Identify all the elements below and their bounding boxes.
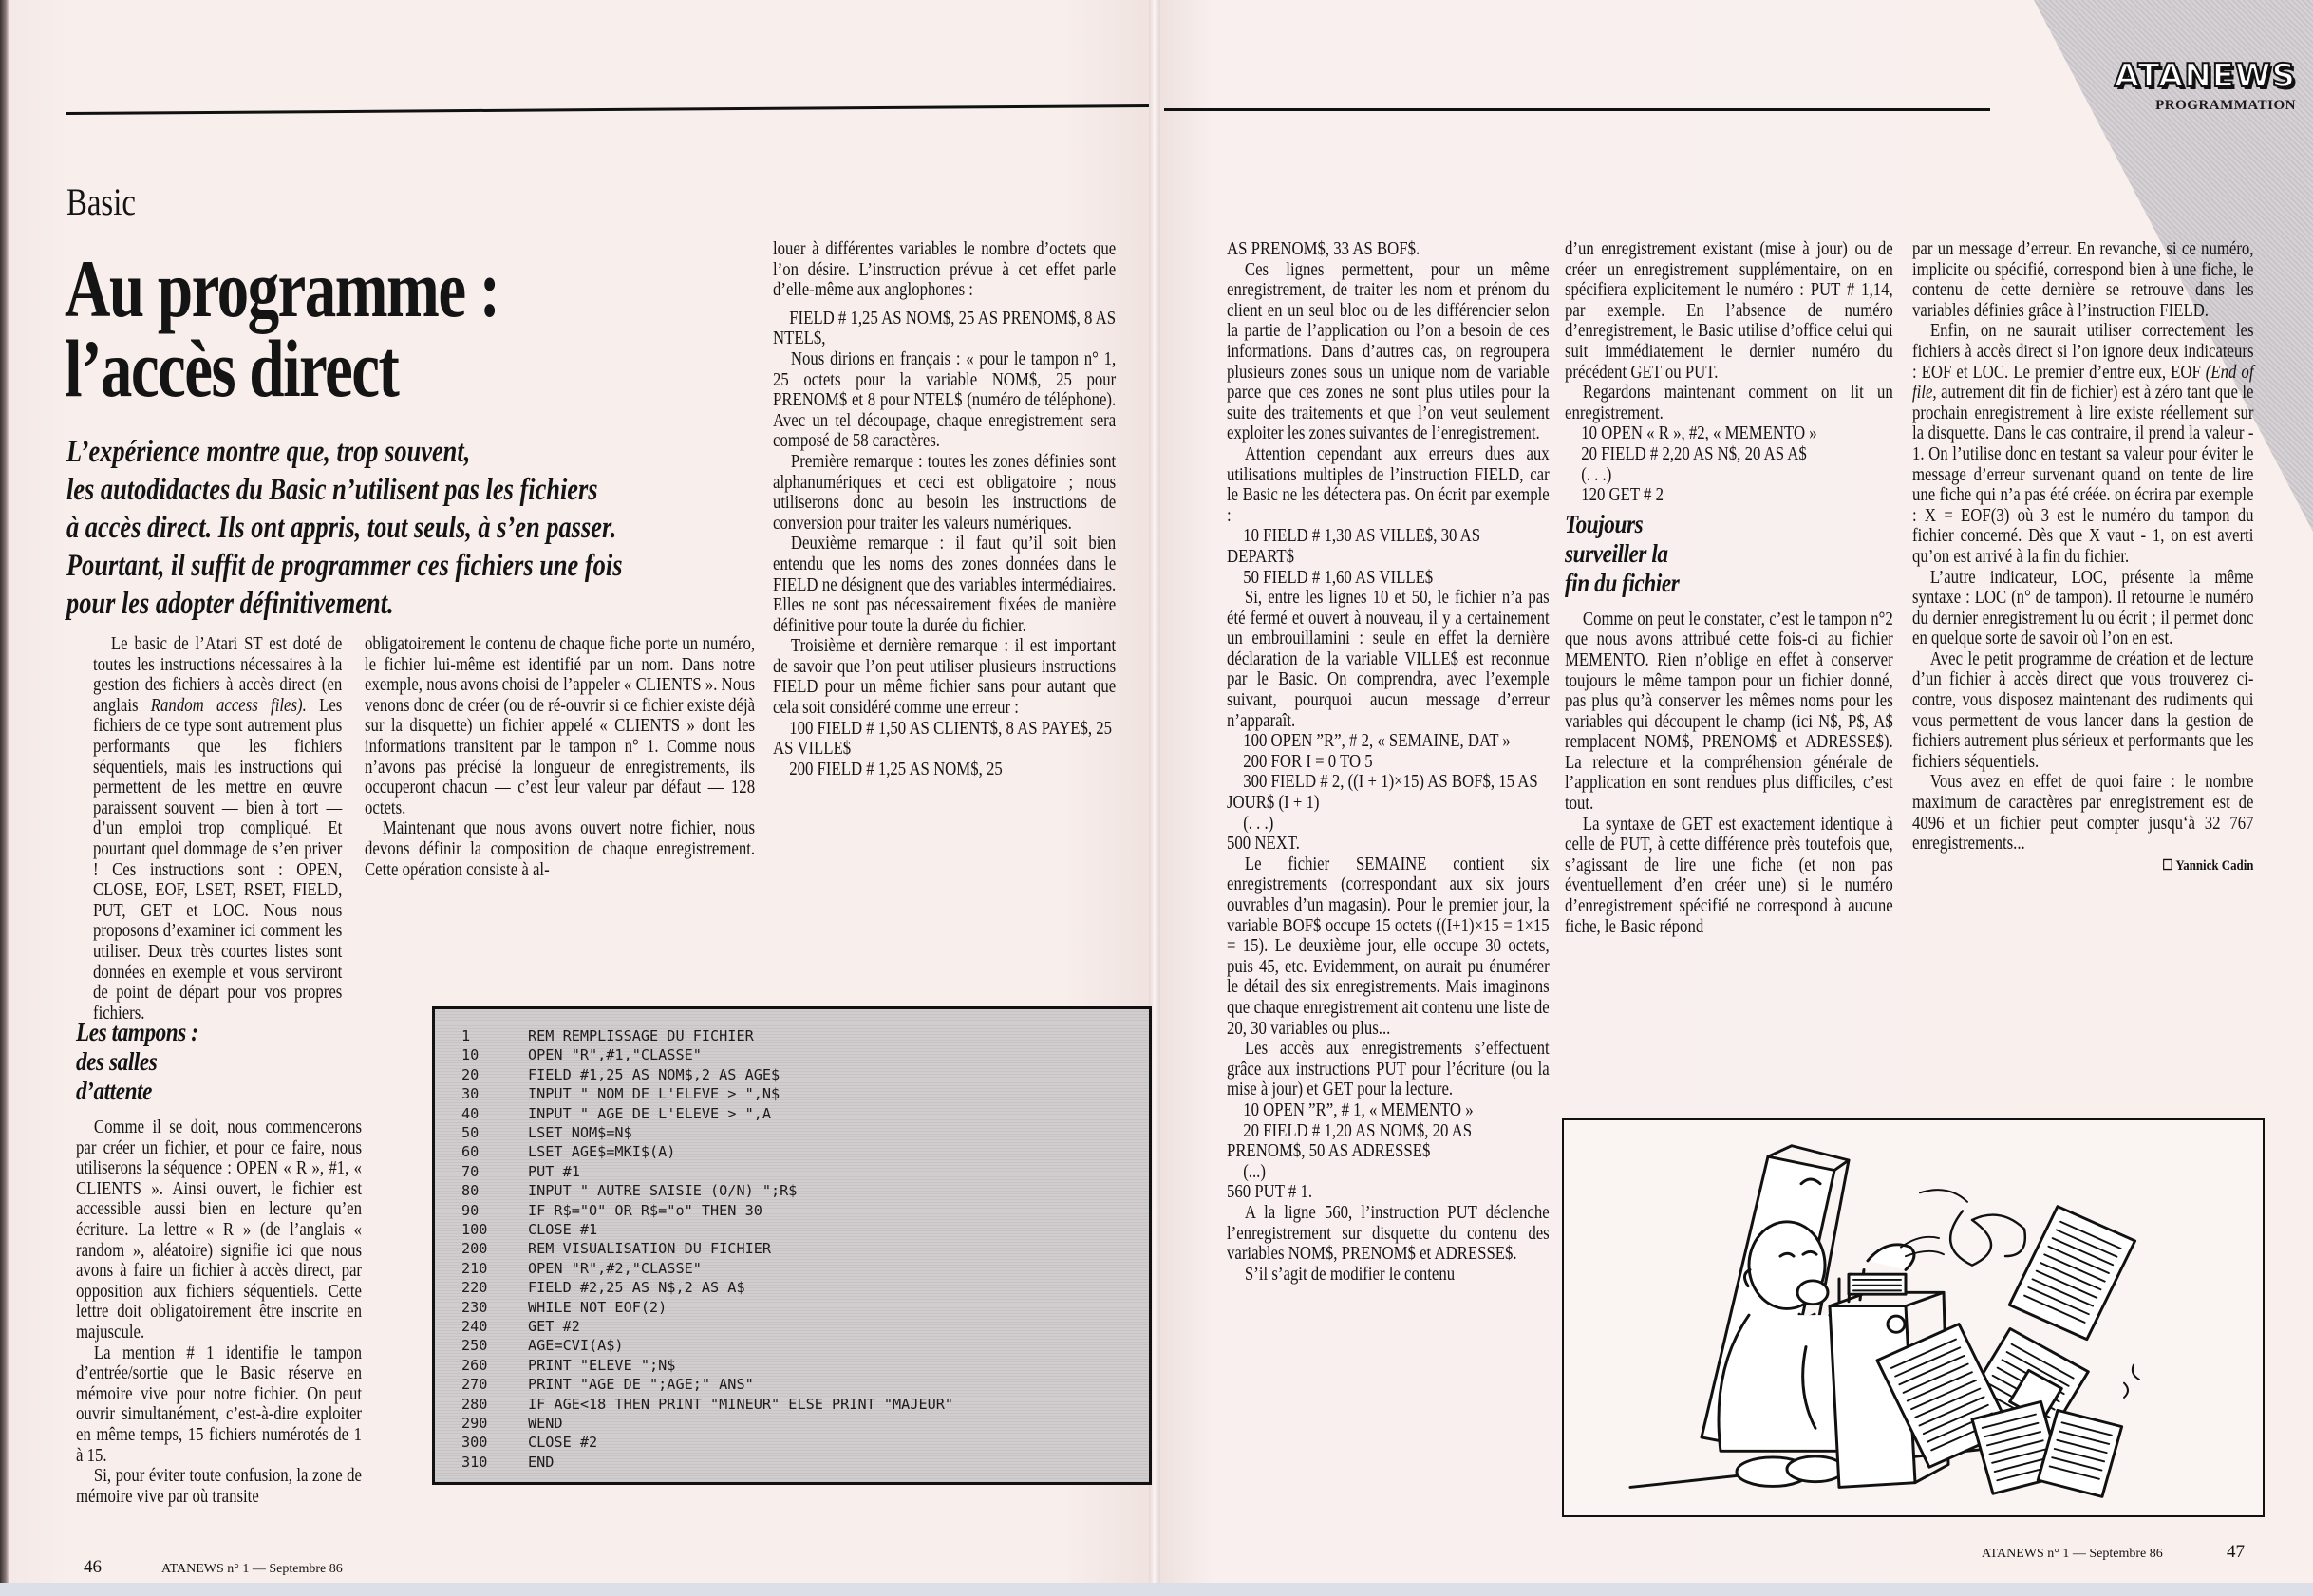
body-paragraph: A la ligne 560, l’instruction PUT déclenche l’enregistrement sur disquette du contenu des variables NOM$, PRENOM$ et ADRESSE$. xyxy=(1227,1202,1550,1265)
inline-code: (...) xyxy=(1243,1161,1266,1182)
column-text xyxy=(76,1018,362,1507)
standfirst-line: Pourtant, il suffit de programmer ces fichiers une fois xyxy=(66,549,623,583)
listing-line-code: PRINT "AGE DE ";AGE;" ANS" xyxy=(528,1376,754,1394)
body-paragraph: Le fichier SEMAINE contient six enregistrements (correspondant aux six jours ouvrables d’un magasin). Pour le premier jour, la variable BOF$ occupe 15 octets ((I+1)×15 = 1×15 = 15). Le deuxième jour, elle occupe 30 octets, puis 45, etc. Evidemment, on aurait pu énumérer le détail des six enregistrements. Mais imaginons que chaque enregistrement ait contenu une liste de 20, 30 variables ou plus... xyxy=(1227,854,1550,1039)
basic-listing xyxy=(432,1006,1152,1485)
subheading-fin-fichier xyxy=(1565,510,1893,598)
issue-footer-right: ATANEWS n° 1 — Septembre 86 xyxy=(1982,1547,2163,1561)
brand-logo: ATANEWS xyxy=(2114,57,2296,95)
page-number-left: 46 xyxy=(84,1557,102,1577)
body-paragraph: La mention # 1 identifie le tampon d’entrée/sortie que le Basic réserve en mémoire vive pour notre fichier. On peut ouvrir simultanément, c’est-à-dire exploiter en même temps, 15 fichiers numérotés de 1 à 15. xyxy=(76,1343,363,1466)
listing-line-number: 220 xyxy=(461,1279,488,1297)
listing-line-code: INPUT " AUTRE SAISIE (O/N) ";R$ xyxy=(528,1182,798,1200)
column-3 xyxy=(773,239,1172,779)
body-paragraph: Comme il se doit, nous commencerons par créer un fichier, et pour ce faire, nous utiliserons la séquence : OPEN « R », #1, « CLIENTS ». Ainsi ouvert, le fichier est accessible aussi bien en lecture qu’en écriture. La lettre « R » (de l’anglais « random », aléatoire) signifie ici que nous avons à faire un fichier à accès direct, par opposition aux fichiers séquentiels. Cette lettre doit obligatoirement être inscrite en majuscule. xyxy=(76,1117,363,1343)
inline-code: 500 NEXT. xyxy=(1227,834,1301,854)
listing-line-code: AGE=CVI(A$) xyxy=(528,1337,624,1355)
text-run: autrement dit fin de fichier) est à zéro tant que le prochain enregistrement à lire existe réellement sur la disquette. Dans le cas contraire, il prend la valeur - 1. On l’utilise donc en testant sa valeur pour éviter le message d’erreur survenant quand on tente de lire une fiche qui n’a pas été créée. on écrira par exemple : X = EOF(3) où 3 est le numéro du tampon du fichier concerné. Dès que X vaut - 1, on est averti qu’on est arrivé à la fin du fichier. xyxy=(1912,383,2254,567)
listing-line-number: 260 xyxy=(461,1356,488,1374)
column-intro xyxy=(93,634,383,1023)
column-text xyxy=(93,634,342,1023)
article-title xyxy=(65,243,499,414)
inline-code: 100 FIELD # 1,50 AS CLIENT$, 8 AS PAYE$, 25 AS VILLE$ xyxy=(773,718,1112,760)
page-edge-shadow xyxy=(0,0,9,1596)
listing-line-code: LSET NOM$=N$ xyxy=(528,1124,632,1141)
column-text xyxy=(773,239,1116,779)
inline-code: FIELD # 1,25 AS NOM$, 25 AS PRENOM$, 8 AS NTEL$, xyxy=(773,308,1117,349)
author-signature: ☐ Yannick Cadin xyxy=(2162,857,2254,873)
title-line-1: Au programme : xyxy=(65,243,499,334)
body-paragraph: Ces lignes permettent, pour un même enregistrement, de traiter les nom et prénom du client en un seul bloc ou de les différencier selon la partie de l’application ou l’on a besoin de ces informations. Dans d’autres cas, on regroupera plusieurs zones sous un unique nom de variable parce que ces zones ne sont plus utiles pour la suite des traitements et que l’on veut seulement exploiter les zones suivantes de l’enregistrement. xyxy=(1227,259,1550,444)
inline-code: 50 FIELD # 1,60 AS VILLE$ xyxy=(1243,567,1434,588)
body-paragraph: obligatoirement le contenu de chaque fiche porte un numéro, le fichier lui-même est identifié par un nom. Dans notre exemple, nous avons choisi de l’appeler « CLIENTS ». Nous venons donc de créer (ou de ré-ouvrir si ce fichier existe déjà sur la disquette) un fichier appelé « CLIENTS » dont les informations transitent par le tampon n° 1. Comme nous n’avons pas précisé la longueur de enregistrements, ils occuperont chacun — c’est leur valeur par défaut — 128 octets. xyxy=(365,634,756,818)
listing-line-code: OPEN "R",#2,"CLASSE" xyxy=(528,1259,702,1277)
inline-code: 200 FIELD # 1,25 AS NOM$, 25 xyxy=(789,759,1003,779)
column-5 xyxy=(1565,239,1946,937)
listing-line-number: 50 xyxy=(461,1124,480,1141)
listing-line-number: 310 xyxy=(461,1453,488,1471)
body-paragraph: Deuxième remarque : il faut qu’il soit bien entendu que les noms des zones données dans le FIELD ne désignent que des variables intermédiaires. Elles ne sont pas nécessairement fixées de manière définitive pour toute la durée du fichier. xyxy=(773,534,1117,636)
inline-code: 100 OPEN ”R”, # 2, « SEMAINE, DAT » xyxy=(1243,731,1511,752)
body-paragraph: Si, pour éviter toute confusion, la zone de mémoire vive par où transite xyxy=(76,1466,363,1507)
inline-code: 10 FIELD # 1,30 AS VILLE$, 30 AS DEPART$ xyxy=(1227,526,1481,567)
body-paragraph: par un message d’erreur. En revanche, si ce numéro, implicite ou spécifié, correspond bien à une fiche, le contenu de cette dernière se retrouve dans les variables définies grâce à l’instruction FIELD. xyxy=(1912,239,2254,321)
listing-line-number: 30 xyxy=(461,1085,480,1103)
inline-code: 300 FIELD # 2, ((I + 1)×15) AS BOF$, 15 AS JOUR$ (I + 1) xyxy=(1227,772,1538,814)
body-paragraph: Vous avez en effet de quoi faire : le nombre maximum de caractères par enregistrement est de 4096 et un fichier peut compter jusqu‘à 32 767 enregistrements... xyxy=(1912,772,2254,854)
listing-line-code: PUT #1 xyxy=(528,1162,580,1180)
listing-line-code: REM REMPLISSAGE DU FICHIER xyxy=(528,1027,754,1044)
column-section-tampons xyxy=(76,1014,408,1507)
body-paragraph: S’il s’agit de modifier le contenu xyxy=(1244,1264,1456,1285)
listing-line-number: 100 xyxy=(461,1221,488,1238)
listing-line-number: 300 xyxy=(461,1434,488,1452)
listing-line-number: 20 xyxy=(461,1065,480,1083)
body-paragraph: louer à différentes variables le nombre d’octets que l’on désire. L’instruction prévue à cet effet parle d’elle-même aux anglophones : xyxy=(773,239,1117,301)
listing-line-number: 270 xyxy=(461,1376,488,1394)
listing-line-number: 200 xyxy=(461,1240,488,1258)
inline-code: 10 OPEN « R », #2, « MEMENTO » xyxy=(1581,423,1817,444)
listing-line-number: 70 xyxy=(461,1162,480,1180)
body-paragraph: Regardons maintenant comment on lit un enregistrement. xyxy=(1565,383,1893,423)
listing-line-code: END xyxy=(528,1453,555,1471)
issue-footer-left: ATANEWS n° 1 — Septembre 86 xyxy=(161,1562,343,1576)
standfirst-line: L’expérience montre que, trop souvent, xyxy=(66,435,471,469)
subheading-line: surveiller la xyxy=(1565,538,1668,568)
listing-line-number: 90 xyxy=(461,1201,480,1219)
emphasis-text: Random access files). xyxy=(150,695,307,716)
emphasis-text: (End of file, xyxy=(1912,362,2254,404)
cartoon-illustration xyxy=(1562,1118,2265,1517)
body-paragraph: Attention cependant aux erreurs dues aux utilisations multiples de l’instruction FIELD, car le Basic ne les détectera pas. On écrit par exemple : xyxy=(1227,443,1550,526)
listing-line-number: 80 xyxy=(461,1182,480,1200)
listing-line-code: IF AGE<18 THEN PRINT "MINEUR" ELSE PRINT "MAJEUR" xyxy=(528,1395,954,1413)
inline-code: (. . .) xyxy=(1243,813,1274,834)
filing-cabinet-cartoon-icon xyxy=(1564,1120,2263,1515)
inline-code: 560 PUT # 1. xyxy=(1227,1182,1313,1203)
listing-line-code: CLOSE #1 xyxy=(528,1221,598,1238)
scan-bottom-margin xyxy=(0,1583,2313,1596)
listing-line-code: LSET AGE$=MKI$(A) xyxy=(528,1143,676,1161)
intro-paragraph xyxy=(93,634,342,1023)
listing-line-code: WHILE NOT EOF(2) xyxy=(528,1298,668,1316)
listing-line-code: REM VISUALISATION DU FICHIER xyxy=(528,1240,772,1258)
standfirst-line: à accès direct. Ils ont appris, tout seuls, à s’en passer. xyxy=(66,511,617,545)
column-6 xyxy=(1912,239,2309,876)
listing-line-number: 10 xyxy=(461,1046,480,1064)
listing-line-number: 210 xyxy=(461,1259,488,1277)
subheading-line: Toujours xyxy=(1565,509,1644,538)
listing-line-code: INPUT " NOM DE L'ELEVE > ",N$ xyxy=(528,1085,780,1103)
body-paragraph: Nous dirions en français : « pour le tampon n° 1, 25 octets pour la variable NOM$, 25 pour PRENOM$ et 8 pour NTEL$ (numéro de téléphone). Avec un tel découpage, chaque enregistrement sera composé de 58 caractères. xyxy=(773,348,1117,452)
body-paragraph: Si, entre les lignes 10 et 50, le fichier n’a pas été fermé et ouvert à nouveau, il y a certainement un embrouillamini : seule en effet la dernière déclaration de la variable VILLE$ est reconnue par le Basic. On comprendra, avec l’exemple suivant, pourquoi aucun message d’erreur n’apparaît. xyxy=(1227,588,1550,731)
listing-line-code: FIELD #1,25 AS NOM$,2 AS AGE$ xyxy=(528,1065,780,1083)
listing-line-number: 40 xyxy=(461,1104,480,1122)
column-4 xyxy=(1227,239,1602,1285)
listing-line-number: 230 xyxy=(461,1298,488,1316)
subheading-line: fin du fichier xyxy=(1565,568,1680,597)
section-label: PROGRAMMATION xyxy=(2155,98,2296,113)
inline-code: 20 FIELD # 2,20 AS N$, 20 AS A$ xyxy=(1581,443,1807,464)
body-paragraph: L’autre indicateur, LOC, présente la même syntaxe : LOC (n° de tampon). Il retourne le numéro du dernier enregistrement lu ou écrit ; il permet donc en quelque sorte de savoir où l’on en est. xyxy=(1912,567,2254,649)
inline-code: 200 FOR I = 0 TO 5 xyxy=(1243,751,1373,772)
body-paragraph: La syntaxe de GET est exactement identique à celle de PUT, à cette différence près toutefois que, s’agissant de lire une fiche (et non pas éventuellement d’en créer une) si le numéro d’enregistrement spécifié ne correspond à aucune fiche, le Basic répond xyxy=(1565,814,1893,937)
subheading-line: des salles xyxy=(76,1047,158,1076)
subheading-line: d’attente xyxy=(76,1077,152,1105)
inline-code: 20 FIELD # 1,20 AS NOM$, 20 AS PRENOM$, 50 AS ADRESSE$ xyxy=(1227,1120,1473,1162)
top-rule-right xyxy=(1164,108,1990,111)
column-text xyxy=(1227,239,1550,1285)
body-paragraph: Maintenant que nous avons ouvert notre fichier, nous devons définir la composition de chaque enregistrement. Cette opération consiste à al- xyxy=(365,818,756,880)
listing-line-number: 250 xyxy=(461,1337,488,1355)
inline-code: 10 OPEN ”R”, # 1, « MEMENTO » xyxy=(1243,1099,1474,1120)
listing-line-number: 240 xyxy=(461,1318,488,1335)
inline-code: (. . .) xyxy=(1581,464,1612,485)
subheading-tampons xyxy=(76,1018,362,1106)
listing-line-code: FIELD #2,25 AS N$,2 AS A$ xyxy=(528,1279,745,1297)
standfirst-line: les autodidactes du Basic n’utilisent pas les fichiers xyxy=(66,473,598,507)
body-paragraph: Comme on peut le constater, c’est le tampon n°2 que nous avons attribué cette fois-ci au fichier MEMENTO. Rien n’oblige en effet à conserver toujours le même tampon pour un fichier donné, pas plus qu’à conserver les mêmes noms pour les variables qui découpent le champ (ici N$, P$, A$ remplacent NOM$, PRENOM$ et ADRESSE$). La relecture et la compréhension générale de l’application en sont rendues plus difficiles, c’est tout. xyxy=(1565,609,1893,815)
column-text xyxy=(1912,239,2253,876)
listing-line-number: 290 xyxy=(461,1415,488,1432)
body-paragraph xyxy=(1912,321,2253,567)
listing-line-code: CLOSE #2 xyxy=(528,1434,598,1452)
listing-line-code: INPUT " AGE DE L'ELEVE > ",A xyxy=(528,1104,772,1122)
listing-line-number: 60 xyxy=(461,1143,480,1161)
inline-code: AS PRENOM$, 33 AS BOF$. xyxy=(1227,239,1420,259)
column-2 xyxy=(365,634,818,880)
standfirst-line: pour les adopter définitivement. xyxy=(66,587,394,621)
listing-line-code: GET #2 xyxy=(528,1318,580,1335)
body-paragraph: Première remarque : toutes les zones définies sont alphanumériques et ceci est obligatoire ; nous utiliserons donc au besoin les instructions de conversion pour traiter les valeurs numériques. xyxy=(773,451,1117,534)
title-line-2: l’accès direct xyxy=(65,323,399,414)
body-paragraph: d’un enregistrement existant (mise à jour) ou de créer un enregistrement supplémentaire, on en spécifiera explicitement le numéro : PUT # 1,14, par exemple. En l’absence de numéro d’enregistrement, le Basic utilise d’office celui qui suit immédiatement le dernier numéro du précédent GET ou PUT. xyxy=(1565,239,1893,383)
text-run: Le basic de l’Atari ST est doté de toutes les instructions nécessaires à la gestion des fichiers à accès direct (en anglais xyxy=(93,634,343,716)
article-kicker: Basic xyxy=(66,180,136,223)
body-paragraph: Les accès aux enregistrements s’effectuent grâce aux instructions PUT pour l’écriture (ou la mise à jour) et GET pour la lecture. xyxy=(1227,1039,1550,1100)
listing-line-code: IF R$="O" OR R$="o" THEN 30 xyxy=(528,1201,762,1219)
column-text xyxy=(1565,239,1893,937)
text-run: Les fichiers de ce type sont autrement plus performants que les fichiers séquentiels, mais les instructions qui permettent de les mettre en œuvre paraissent souvent — bien à tort — d’un emploi trop compliqué. Et pourtant quel dommage de s’en priver ! Ces instructions sont : OPEN, CLOSE, EOF, LSET, RSET, FIELD, PUT, GET et LOC. Nous nous proposons d’examiner ici comment les utiliser. Deux très courtes listes sont données en exemple et vous serviront de point de départ pour vos propres fichiers. xyxy=(93,695,343,1023)
listing-line-code: WEND xyxy=(528,1415,563,1432)
section-header xyxy=(2115,57,2296,114)
text-run: Enfin, on ne saurait utiliser correctement les fichiers à accès direct si l’on ignore deux indicateurs : EOF et LOC. Le premier d’entre eux, EOF xyxy=(1912,321,2254,383)
column-text xyxy=(365,634,755,880)
page-number-right: 47 xyxy=(2227,1542,2245,1562)
inline-code: 120 GET # 2 xyxy=(1581,485,1664,506)
article-standfirst xyxy=(66,433,622,623)
body-paragraph: Troisième et dernière remarque : il est important de savoir que l’on peut utiliser plusieurs instructions FIELD pour un même fichier sans pour autant que cela soit considéré comme une erreur : xyxy=(773,636,1117,719)
listing-line-code: OPEN "R",#1,"CLASSE" xyxy=(528,1046,702,1064)
subheading-line: Les tampons : xyxy=(76,1018,198,1046)
listing-line-number: 1 xyxy=(461,1027,471,1044)
listing-line-number: 280 xyxy=(461,1395,488,1413)
listing-line-code: PRINT "ELEVE ";N$ xyxy=(528,1356,676,1374)
body-paragraph: Avec le petit programme de création et de lecture d’un fichier à accès direct que vous trouverez ci-contre, vous disposez maintenant des rudiments qui vous permettent de vous lancer dans la gestion de fichiers autrement plus sérieux et performants que les fichiers séquentiels. xyxy=(1912,648,2254,772)
